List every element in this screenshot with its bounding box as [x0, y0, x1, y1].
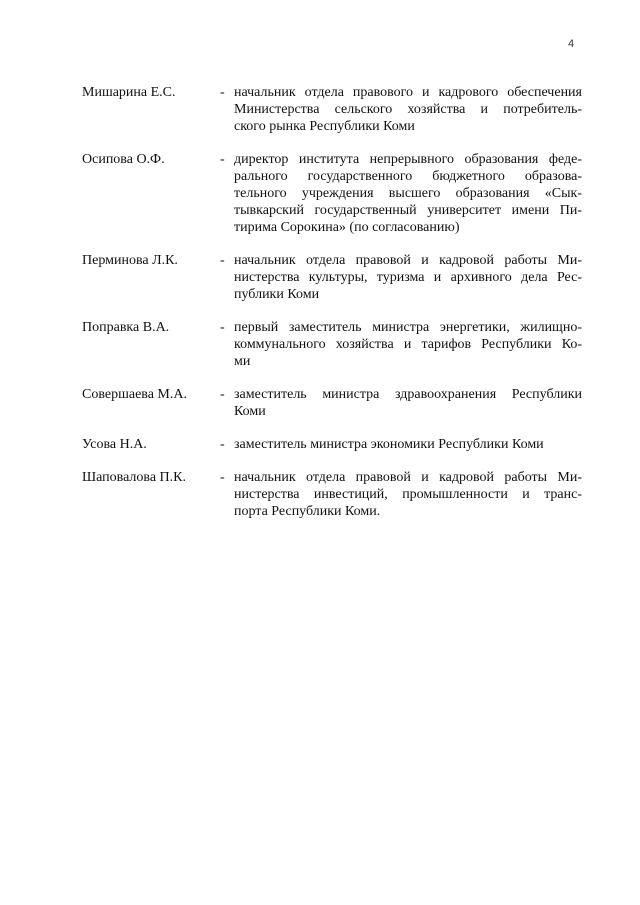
page-number: 4 [568, 38, 575, 50]
member-position [234, 319, 582, 370]
position-line: заместитель министра здравоохранения Республики [234, 387, 582, 402]
member-dash: - [220, 85, 225, 100]
member-position [234, 84, 582, 135]
member-row [0, 436, 640, 453]
position-line: ского рынка Республики Коми [234, 119, 415, 134]
member-row [0, 84, 640, 135]
position-line: директор института непрерывного образования феде- [234, 152, 582, 167]
member-name: Усова Н.А. [82, 437, 147, 452]
position-line: тирима Сорокина» (по согласованию) [234, 220, 460, 235]
member-name: Мишарина Е.С. [82, 85, 176, 100]
member-row [0, 151, 640, 236]
position-line: начальник отдела правового и кадрового обеспечения [234, 85, 582, 100]
position-line: Коми [234, 404, 266, 419]
member-row [0, 252, 640, 303]
member-position [234, 252, 582, 303]
member-name: Шаповалова П.К. [82, 470, 186, 485]
position-line: публики Коми [234, 287, 320, 302]
member-row [0, 469, 640, 520]
member-position [234, 151, 582, 236]
member-dash: - [220, 437, 225, 452]
member-position [234, 436, 582, 453]
position-line: ми [234, 354, 251, 369]
member-position [234, 469, 582, 520]
member-position [234, 386, 582, 420]
member-name: Перминова Л.К. [82, 253, 178, 268]
member-dash: - [220, 320, 225, 335]
position-line: начальник отдела правовой и кадровой работы Ми- [234, 470, 582, 485]
position-line: нистерства инвестиций, промышленности и транс- [234, 487, 582, 502]
member-dash: - [220, 470, 225, 485]
position-line: тельного учреждения высшего образования «Сык- [234, 186, 582, 201]
member-row [0, 319, 640, 370]
position-line: Министерства сельского хозяйства и потребитель- [234, 102, 582, 117]
position-line: начальник отдела правовой и кадровой работы Ми- [234, 253, 582, 268]
member-dash: - [220, 253, 225, 268]
member-name: Совершаева М.А. [82, 387, 187, 402]
position-line: первый заместитель министра энергетики, жилищно- [234, 320, 582, 335]
member-row [0, 386, 640, 420]
position-line: рального государственного бюджетного образова- [234, 169, 582, 184]
member-name: Осипова О.Ф. [82, 152, 165, 167]
member-dash: - [220, 387, 225, 402]
position-line: нистерства культуры, туризма и архивного дела Рес- [234, 270, 582, 285]
position-line: коммунального хозяйства и тарифов Республики Ко- [234, 337, 582, 352]
position-line: заместитель министра экономики Республики Коми [234, 437, 544, 452]
member-dash: - [220, 152, 225, 167]
position-line: порта Республики Коми. [234, 504, 381, 519]
member-name: Поправка В.А. [82, 320, 170, 335]
position-line: тывкарский государственный университет имени Пи- [234, 203, 582, 218]
members-list [0, 84, 640, 536]
